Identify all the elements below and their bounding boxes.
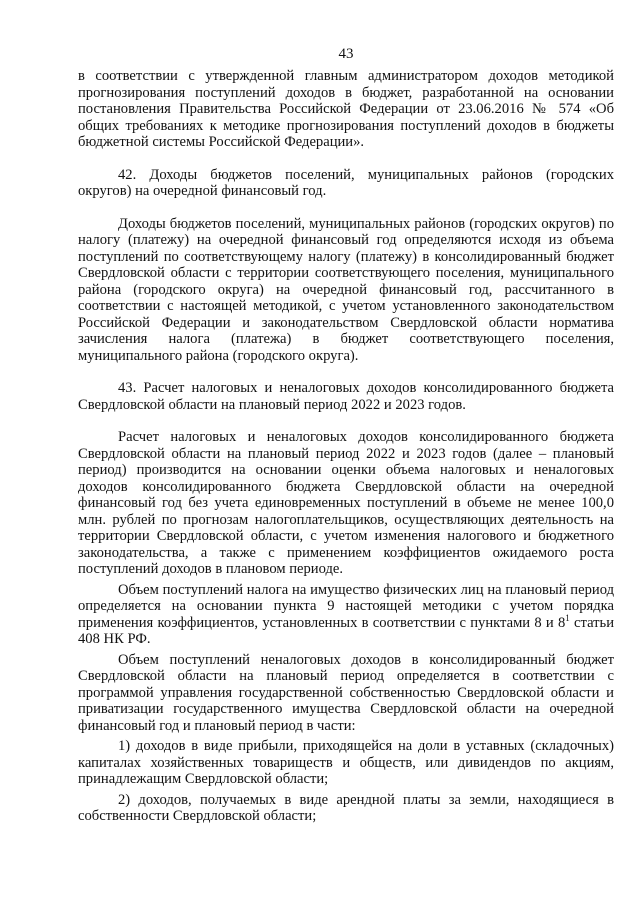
paragraph-section-43-heading: 43. Расчет налоговых и неналоговых доходов консолидированного бюджета Свердловской области на плановый период 2022 и 2023 годов. [78,380,614,413]
paragraph-section-43-body: Расчет налоговых и неналоговых доходов консолидированного бюджета Свердловской области на плановый период 2022 и 2023 годов (далее – плановый период) производится на основании оценки объема налоговых и неналоговых доходов консолидированного бюджета Свердловской области на очередной финансовый год без учета единовременных поступлений в объеме не менее 100,0 млн. рублей по прогнозам налогоплательщиков, осуществляющих деятельность на территории Свердловской области, с учетом изменения налогового и бюджетного законодательства, а также с применением коэффициентов ожидаемого роста поступлений доходов в плановом периоде. [78,429,614,577]
paragraph-property-tax [78,582,614,648]
paragraph-section-42-body: Доходы бюджетов поселений, муниципальных районов (городских округов) по налогу (платежу) на очередной финансовый год определяются исходя из объема поступлений по соответствующему налогу (платежу) в консолидированный бюджет Свердловской области с территории соответствующего поселения, муниципального района (городского округа) на очередной финансовый год, рассчитанного в соответствии с настоящей методикой, с учетом установленного законодательством Российской Федерации и законодательством Свердловской области норматива зачисления налога (платежа) в бюджет соответствующего поселения, муниципального района (городского округа). [78,215,614,364]
paragraph-continuation: в соответствии с утвержденной главным администратором доходов методикой прогнозирования поступлений доходов в бюджет, разработанной на основании постановления Правительства Российской Федерации от 23.06.2016 № 574 «Об общих требованиях к методике прогнозирования поступлений доходов в бюджеты бюджетной системы Российской Федерации». [78,68,614,150]
list-item-1: 1) доходов в виде прибыли, приходящейся на доли в уставных (складочных) капиталах хозяйственных товариществ и обществ, или дивидендов по акциям, принадлежащим Свердловской области; [78,738,614,787]
page-number: 43 [338,46,354,62]
list-item-2: 2) доходов, получаемых в виде арендной платы за земли, находящиеся в собственности Свердловской области; [78,791,614,824]
document-page [78,0,614,905]
superscript-index: 1 [565,612,570,623]
paragraph-non-tax-revenue: Объем поступлений неналоговых доходов в консолидированный бюджет Свердловской области на плановый период определяется в соответствии с программой управления государственной собственностью Свердловской области и приватизации государственного имущества Свердловской области на очередной финансовый год и плановый период в части: [78,651,614,734]
paragraph-property-tax-end: статьи 408 НК РФ. [78,614,615,647]
document-body [78,68,614,825]
paragraph-property-tax-main: Объем поступлений налога на имущество физических лиц на плановый период определяется на основании пункта 9 настоящей методики с учетом порядка применения коэффициентов, установленных в соответствии с пунктами 8 и 8 [78,581,614,631]
paragraph-section-42-heading: 42. Доходы бюджетов поселений, муниципальных районов (городских округов) на очередной финансовый год. [78,166,614,199]
